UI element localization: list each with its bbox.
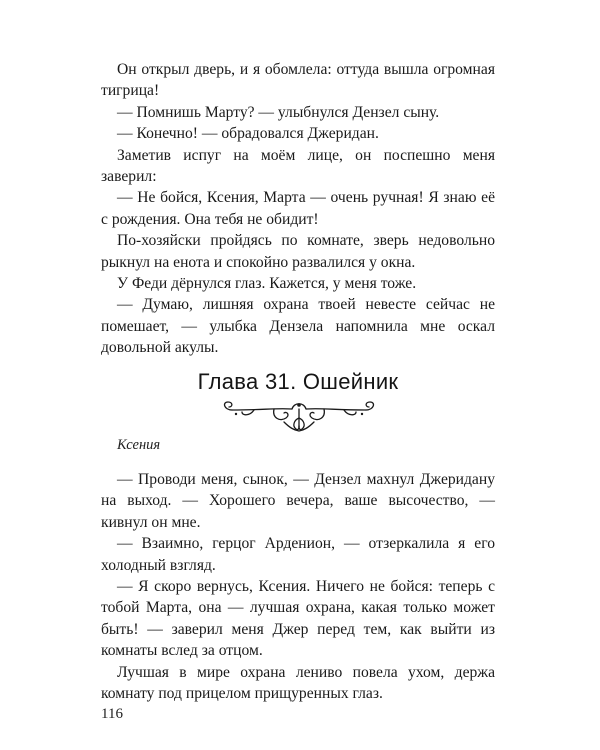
paragraph: — Не бойся, Ксения, Марта — очень ручная! Я знаю её с рождения. Она тебя не обидит! (101, 189, 495, 228)
paragraph: — Проводи меня, сынок, — Дензел махнул Джеридану на выход. — Хорошего вечера, ваше высочество, — кивнул он мне. (101, 471, 495, 531)
paragraph: Лучшая в мире охрана лениво повела ухом, держа комнату под прицелом прищуренных глаз. (101, 663, 495, 703)
text-block-bottom (101, 469, 495, 704)
paragraph: Заметив испуг на моём лице, он поспешно меня заверил: (101, 146, 495, 186)
paragraph: — Взаимно, герцог Арденион, — отзеркалила я его холодный взгляд. (101, 535, 495, 574)
paragraph: Он открыл дверь, и я обомлела: оттуда вышла огромная тигрица! (101, 61, 495, 100)
narrator-label: Ксения (117, 437, 161, 453)
paragraph: — Помнишь Марту? — улыбнулся Дензел сыну. (117, 103, 440, 121)
text-block-top (101, 59, 495, 359)
page-number: 116 (101, 706, 123, 722)
paragraph: У Феди дёрнулся глаз. Кажется, у меня тоже. (117, 275, 417, 293)
decorative-flourish-icon (214, 398, 384, 436)
chapter-title: Глава 31. Ошейник (197, 369, 399, 394)
paragraph: По-хозяйски пройдясь по комнате, зверь недовольно рыкнул на енота и спокойно развалился у окна. (101, 232, 495, 271)
paragraph: — Конечно! — обрадовался Джеридан. (117, 125, 379, 143)
paragraph: — Я скоро вернусь, Ксения. Ничего не бойся: теперь с тобой Марта, она — лучшая охрана, какая только может быть! — заверил меня Джер перед тем, как выйти из комнаты вслед за отцом. (101, 578, 495, 660)
paragraph: — Думаю, лишняя охрана твоей невесте сейчас не помешает, — улыбка Дензела напомнила мне оскал довольной акулы. (101, 296, 495, 357)
